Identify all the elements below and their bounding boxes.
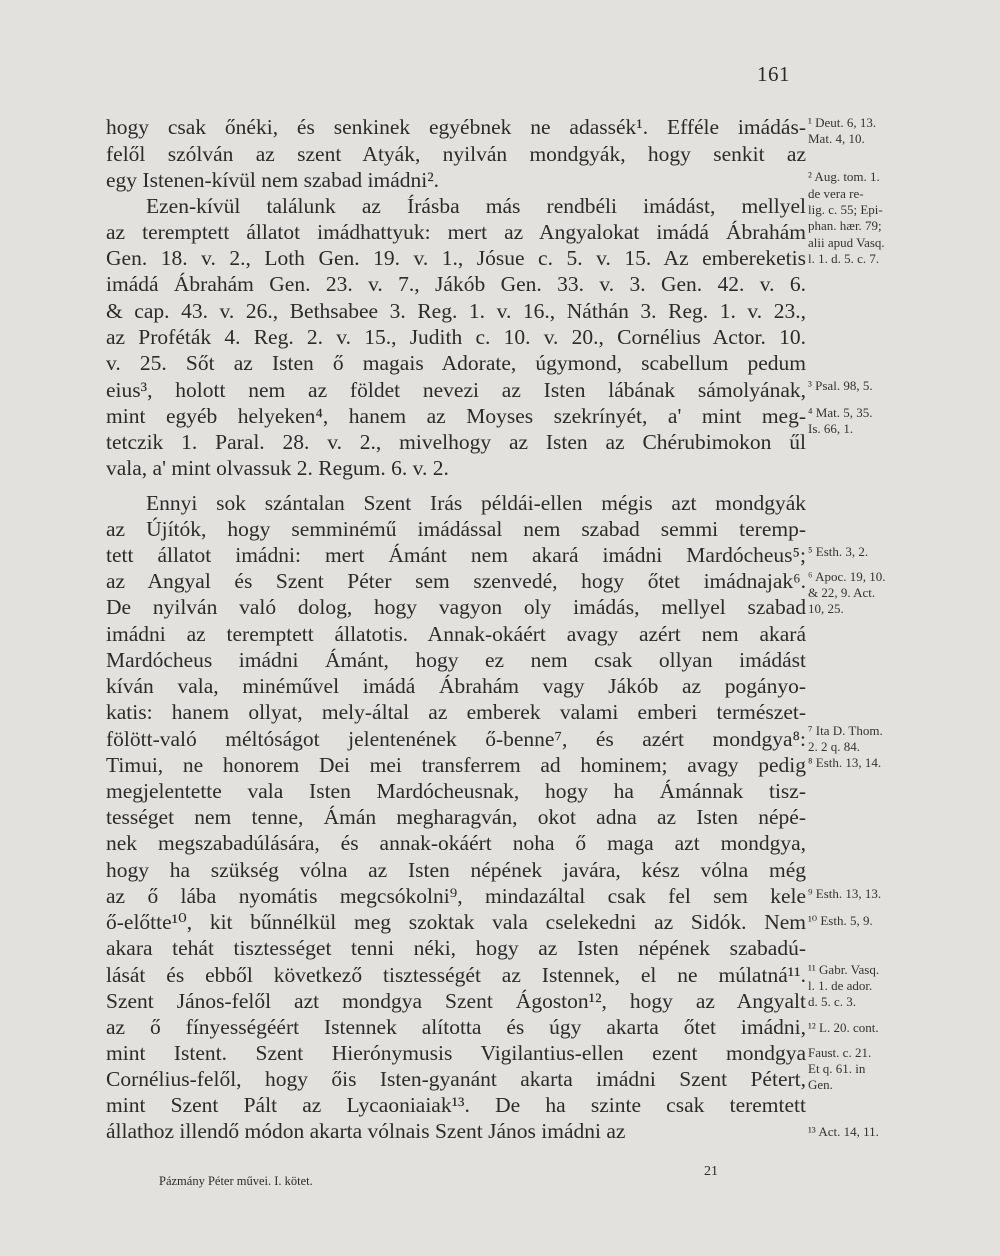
margin-note: & 22, 9. Act. — [808, 585, 876, 600]
margin-note: ⁶ Apoc. 19, 10. — [808, 569, 886, 584]
text-line: tetczik 1. Paral. 28. v. 2., mivelhogy az Isten az Chérubimokon űl — [106, 430, 806, 454]
text-line: eius³, holott nem az földet nevezi az Isten lábának sámolyának, — [106, 378, 806, 402]
text-line: nek megszabadúlására, és annak-okáért noha ő maga azt mondgya, — [106, 831, 806, 855]
text-line: az ő fínyességéért Istennek alította és úgy akarta őtet imádni, — [106, 1015, 806, 1039]
text-line: tett állatot imádni: mert Ámánt nem akará imádni Mardócheus⁵; — [106, 543, 806, 567]
margin-note: ⁸ Esth. 13, 14. — [808, 755, 882, 770]
margin-note: de vera re- — [808, 186, 864, 201]
text-line: felől szólván az szent Atyák, nyilván mondgyák, hogy senkit az — [106, 142, 806, 166]
text-line: az Angyal és Szent Péter sem szenvedé, hogy őtet imádnajak⁶. — [106, 569, 806, 593]
text-line: hogy ha szükség vólna az Isten népének javára, kész vólna még — [106, 858, 806, 882]
text-line: hogy csak őnéki, és senkinek egyébnek ne adassék¹. Efféle imádás- — [106, 115, 806, 139]
text-line: v. 25. Sőt az Isten ő magais Adorate, úgymond, scabellum pedum — [106, 351, 806, 375]
text-line: akara tehát tisztességet tenni néki, hogy az Isten népének szabadú- — [106, 936, 806, 960]
text-line: Gen. 18. v. 2., Loth Gen. 19. v. 1., Jósue c. 5. v. 15. Az embereketis — [106, 246, 806, 270]
text-line: az teremptett állatot imádhattyuk: mert az Angyalokat imádá Ábrahám — [106, 220, 806, 244]
text-line: katis: hanem ollyat, mely-által az emberek valami emberi természet- — [106, 700, 806, 724]
text-line: mint egyéb helyeken⁴, hanem az Moyses szekrínyét, a' mint meg- — [106, 404, 806, 428]
text-line: megjelentette vala Isten Mardócheusnak, hogy ha Ámánnak tisz- — [106, 779, 806, 803]
text-line: imádá Ábrahám Gen. 23. v. 7., Jákób Gen. 33. v. 3. Gen. 42. v. 6. — [106, 272, 806, 296]
signature-mark: 21 — [704, 1164, 718, 1179]
margin-note: d. 5. c. 3. — [808, 994, 857, 1009]
text-line: Cornélius-felől, hogy őis Isten-gyanánt akarta imádni Szent Pétert, — [106, 1067, 806, 1091]
margin-note: Faust. c. 21. — [808, 1045, 872, 1060]
margin-note: phan. hær. 79; — [808, 218, 882, 233]
margin-note: ² Aug. tom. 1. — [808, 169, 880, 184]
text-line: imádni az teremptett állatotis. Annak-okáért avagy azért nem akará — [106, 622, 806, 646]
text-line: az ő lába nyomátis megcsókolni⁹, mindazáltal csak fel sem kele — [106, 884, 806, 908]
margin-note: ¹² L. 20. cont. — [808, 1020, 879, 1035]
margin-note: ⁵ Esth. 3, 2. — [808, 544, 869, 559]
margin-note: l. 1. de ador. — [808, 978, 873, 993]
margin-note: Mat. 4, 10. — [808, 131, 865, 146]
text-line: mint Szent Pált az Lycaoniaiak¹³. De ha szinte csak teremtett — [106, 1093, 806, 1117]
text-line: tességet nem tenne, Ámán megharagván, okot adna az Isten népé- — [106, 805, 806, 829]
margin-note: 10, 25. — [808, 601, 844, 616]
text-line: fölött-való méltóságot jelentenének ő-benne⁷, és azért mondgya⁸: — [106, 727, 806, 751]
text-line: Timui, ne honorem Dei mei transferrem ad hominem; avagy pedig — [106, 753, 806, 777]
margin-note: alii apud Vasq. — [808, 235, 885, 250]
margin-note: ⁷ Ita D. Thom. — [808, 723, 883, 738]
text-line: ő-előtte¹⁰, kit bűnnélkül meg szoktak vala cselekedni az Sidók. Nem — [106, 910, 806, 934]
margin-note: Gen. — [808, 1077, 833, 1092]
text-line: kíván vala, minéművel imádá Ábrahám vagy Jákób az pogányo- — [106, 674, 806, 698]
margin-note: Is. 66, 1. — [808, 421, 854, 436]
text-line: egy Istenen-kívül nem szabad imádni². — [106, 168, 440, 192]
text-line: Mardócheus imádni Ámánt, hogy ez nem csak ollyan imádást — [106, 648, 806, 672]
margin-note: ⁹ Esth. 13, 13. — [808, 886, 882, 901]
footer-title: Pázmány Péter művei. I. kötet. — [159, 1174, 313, 1188]
text-line: az Proféták 4. Reg. 2. v. 15., Judith c. 10. v. 20., Cornélius Actor. 10. — [106, 325, 806, 349]
text-line: az Újítók, hogy semminémű imádással nem szabad semmi teremp- — [106, 517, 806, 541]
margin-note: ³ Psal. 98, 5. — [808, 378, 873, 393]
text-line: De nyilván való dolog, hogy vagyon oly imádás, mellyel szabad — [106, 595, 806, 619]
margin-note: l. 1. d. 5. c. 7. — [808, 251, 880, 266]
text-line: Szent János-felől azt mondgya Szent Ágoston¹², hogy az Angyalt — [106, 989, 806, 1013]
margin-note: ¹³ Act. 14, 11. — [808, 1124, 879, 1139]
margin-note: ¹¹ Gabr. Vasq. — [808, 962, 880, 977]
margin-note: ¹ Deut. 6, 13. — [808, 115, 877, 130]
text-line: Ennyi sok szántalan Szent Irás példái-ellen mégis azt mondgyák — [146, 491, 806, 515]
page-number: 161 — [757, 62, 790, 86]
margin-note: lig. c. 55; Epi- — [808, 202, 883, 217]
text-line: & cap. 43. v. 26., Bethsabee 3. Reg. 1. v. 16., Náthán 3. Reg. 1. v. 23., — [106, 299, 806, 323]
text-line: Ezen-kívül találunk az Írásba más rendbéli imádást, mellyel — [146, 194, 806, 218]
text-line: vala, a' mint olvassuk 2. Regum. 6. v. 2. — [106, 456, 449, 480]
margin-note: ⁴ Mat. 5, 35. — [808, 405, 873, 420]
text-line: mint Istent. Szent Hierónymusis Vigilantius-ellen ezent mondgya — [106, 1041, 806, 1065]
text-line: lását és ebből következő tisztességét az Istennek, el ne múlatná¹¹. — [106, 963, 806, 987]
text-line: állathoz illendő módon akarta vólnais Szent János imádni az — [106, 1119, 626, 1143]
margin-note: ¹⁰ Esth. 5, 9. — [808, 913, 873, 928]
margin-note: Et q. 61. in — [808, 1061, 866, 1076]
margin-note: 2. 2 q. 84. — [808, 739, 860, 754]
